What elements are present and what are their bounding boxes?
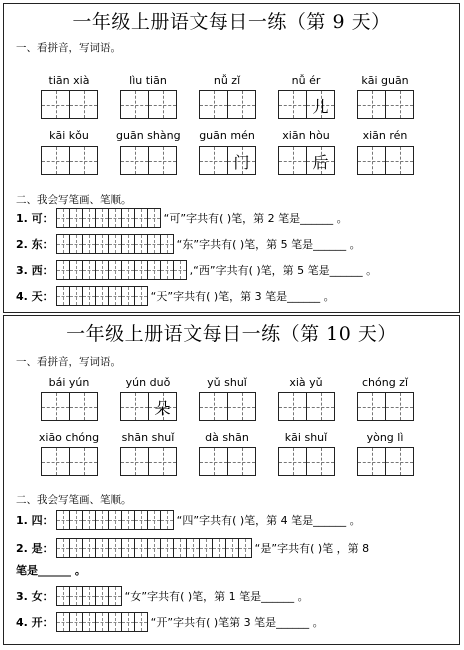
stroke-box[interactable] xyxy=(82,510,96,530)
writing-cell[interactable] xyxy=(385,392,414,421)
stroke-box[interactable] xyxy=(147,538,161,558)
stroke-box[interactable] xyxy=(69,234,83,254)
word-writing-grid xyxy=(278,146,334,175)
exercise-label: 4. 天： xyxy=(16,290,54,303)
given-character: 后 xyxy=(312,153,329,172)
stroke-exercise-row xyxy=(16,510,361,530)
writing-cell[interactable] xyxy=(357,146,386,175)
writing-cell[interactable] xyxy=(199,392,228,421)
stroke-box[interactable] xyxy=(147,208,161,228)
stroke-exercise-row xyxy=(16,286,335,306)
given-character: 朵 xyxy=(154,399,171,418)
stroke-box[interactable] xyxy=(160,510,174,530)
stroke-box[interactable] xyxy=(147,234,161,254)
word-writing-grid xyxy=(120,392,176,421)
exercise-question: “四”字共有( )笔，第 4 笔是______ 。 xyxy=(176,514,361,527)
writing-cell[interactable] xyxy=(41,146,70,175)
given-character: 儿 xyxy=(312,97,329,116)
stroke-box[interactable] xyxy=(238,538,252,558)
word-writing-grid xyxy=(120,447,176,476)
stroke-box[interactable] xyxy=(121,286,135,306)
pinyin-label: kāi shuǐ xyxy=(284,431,328,444)
word-writing-grid xyxy=(199,90,255,119)
stroke-box[interactable] xyxy=(108,208,122,228)
pinyin-label: tiān xià xyxy=(48,74,90,87)
writing-cell[interactable] xyxy=(41,392,70,421)
word-writing-grid xyxy=(199,447,255,476)
stroke-order-grid xyxy=(56,208,160,228)
stroke-box[interactable] xyxy=(69,586,83,606)
stroke-box[interactable] xyxy=(95,260,109,280)
section-pinyin-heading: 一、看拼音，写词语。 xyxy=(16,356,121,368)
writing-cell[interactable] xyxy=(69,392,98,421)
stroke-box[interactable] xyxy=(134,234,148,254)
stroke-box[interactable] xyxy=(95,538,109,558)
pinyin-label: guān mén xyxy=(199,129,255,142)
stroke-box[interactable] xyxy=(69,510,83,530)
worksheet-title: 一年级上册语文每日一练（第 10 天） xyxy=(66,323,397,345)
worksheet-day-9 xyxy=(3,3,460,313)
stroke-box[interactable] xyxy=(108,612,122,632)
writing-cell[interactable] xyxy=(385,90,414,119)
word-writing-grid xyxy=(357,392,413,421)
pinyin-label: chóng zǐ xyxy=(361,376,409,389)
writing-cell[interactable] xyxy=(199,146,228,175)
pinyin-label: xiān hòu xyxy=(282,129,330,142)
section-pinyin-heading: 一、看拼音，写词语。 xyxy=(16,42,121,54)
pinyin-label: yòng lì xyxy=(366,431,404,444)
stroke-box[interactable] xyxy=(82,586,96,606)
pinyin-label: shān shuǐ xyxy=(121,431,175,444)
word-writing-grid xyxy=(357,146,413,175)
pinyin-label: kāi guān xyxy=(361,74,409,87)
writing-cell[interactable] xyxy=(120,90,149,119)
writing-cell[interactable] xyxy=(148,447,177,476)
writing-cell[interactable] xyxy=(385,146,414,175)
section-stroke-heading: 二、我会写笔画、笔顺。 xyxy=(16,194,132,206)
writing-cell[interactable] xyxy=(227,447,256,476)
stroke-box[interactable] xyxy=(82,286,96,306)
stroke-box[interactable] xyxy=(56,286,70,306)
stroke-box[interactable] xyxy=(121,538,135,558)
section-stroke-heading: 二、我会写笔画、笔顺。 xyxy=(16,494,132,506)
stroke-box[interactable] xyxy=(134,612,148,632)
word-writing-grid xyxy=(41,90,97,119)
stroke-box[interactable] xyxy=(95,286,109,306)
writing-cell[interactable] xyxy=(120,146,149,175)
stroke-order-grid xyxy=(56,586,121,606)
word-writing-grid xyxy=(199,146,255,175)
exercise-label: 4. 开： xyxy=(16,616,54,629)
writing-cell[interactable] xyxy=(69,146,98,175)
stroke-box[interactable] xyxy=(56,208,70,228)
writing-cell[interactable] xyxy=(278,90,307,119)
exercise-label: 笔是______ 。 xyxy=(16,564,86,577)
stroke-box[interactable] xyxy=(56,612,70,632)
writing-cell[interactable] xyxy=(41,90,70,119)
stroke-box[interactable] xyxy=(147,260,161,280)
stroke-box[interactable] xyxy=(121,208,135,228)
exercise-label: 1. 可： xyxy=(16,212,54,225)
stroke-box[interactable] xyxy=(134,286,148,306)
stroke-box[interactable] xyxy=(173,260,187,280)
stroke-box[interactable] xyxy=(82,538,96,558)
writing-cell[interactable] xyxy=(199,447,228,476)
word-writing-grid xyxy=(41,392,97,421)
writing-cell[interactable] xyxy=(120,392,149,421)
writing-cell[interactable] xyxy=(278,392,307,421)
stroke-box[interactable] xyxy=(95,586,109,606)
stroke-box[interactable] xyxy=(69,208,83,228)
exercise-question: “开”字共有( )笔第 3 笔是______ 。 xyxy=(150,616,324,629)
stroke-box[interactable] xyxy=(56,586,70,606)
stroke-box[interactable] xyxy=(95,208,109,228)
writing-cell[interactable] xyxy=(199,90,228,119)
word-writing-grid xyxy=(199,392,255,421)
writing-cell[interactable] xyxy=(357,90,386,119)
writing-cell[interactable] xyxy=(306,146,335,175)
worksheet-title: 一年级上册语文每日一练（第 9 天） xyxy=(72,11,391,33)
stroke-order-grid xyxy=(56,538,251,558)
exercise-label: 2. 是： xyxy=(16,542,54,555)
stroke-box[interactable] xyxy=(160,260,174,280)
stroke-box[interactable] xyxy=(160,538,174,558)
writing-cell[interactable] xyxy=(357,392,386,421)
stroke-box[interactable] xyxy=(56,260,70,280)
writing-cell[interactable] xyxy=(306,392,335,421)
exercise-question: “女”字共有( )笔，第 1 笔是______ 。 xyxy=(124,590,309,603)
given-character: 门 xyxy=(233,153,250,172)
stroke-box[interactable] xyxy=(121,234,135,254)
writing-cell[interactable] xyxy=(306,90,335,119)
stroke-box[interactable] xyxy=(199,538,213,558)
stroke-box[interactable] xyxy=(134,260,148,280)
stroke-box[interactable] xyxy=(134,208,148,228)
stroke-box[interactable] xyxy=(147,510,161,530)
pinyin-label: xiāo chóng xyxy=(38,431,100,444)
stroke-box[interactable] xyxy=(56,510,70,530)
stroke-box[interactable] xyxy=(56,234,70,254)
word-writing-grid xyxy=(120,90,176,119)
stroke-exercise-row xyxy=(16,562,88,578)
stroke-box[interactable] xyxy=(121,612,135,632)
exercise-question: “东”字共有( )笔，第 5 笔是______ 。 xyxy=(176,238,361,251)
writing-cell[interactable] xyxy=(41,447,70,476)
stroke-box[interactable] xyxy=(212,538,226,558)
stroke-exercise-row xyxy=(16,208,348,228)
pinyin-label: bái yún xyxy=(48,376,90,389)
stroke-box[interactable] xyxy=(121,510,135,530)
stroke-box[interactable] xyxy=(82,260,96,280)
writing-cell[interactable] xyxy=(227,146,256,175)
writing-cell[interactable] xyxy=(69,447,98,476)
stroke-order-grid xyxy=(56,286,147,306)
stroke-box[interactable] xyxy=(69,612,83,632)
word-writing-grid xyxy=(278,392,334,421)
pinyin-label: yún duǒ xyxy=(125,376,171,389)
stroke-box[interactable] xyxy=(108,586,122,606)
writing-cell[interactable] xyxy=(227,392,256,421)
writing-cell[interactable] xyxy=(120,447,149,476)
exercise-label: 3. 女： xyxy=(16,590,54,603)
stroke-box[interactable] xyxy=(82,208,96,228)
stroke-box[interactable] xyxy=(134,538,148,558)
stroke-order-grid xyxy=(56,612,147,632)
writing-cell[interactable] xyxy=(148,90,177,119)
worksheet-day-10 xyxy=(3,315,460,645)
word-writing-grid xyxy=(41,146,97,175)
pinyin-label: yǔ shuǐ xyxy=(207,376,247,389)
stroke-box[interactable] xyxy=(225,538,239,558)
word-writing-grid xyxy=(278,447,334,476)
word-writing-grid xyxy=(357,447,413,476)
word-writing-grid xyxy=(120,146,176,175)
stroke-box[interactable] xyxy=(95,234,109,254)
stroke-exercise-row xyxy=(16,234,361,254)
exercise-label: 2. 东： xyxy=(16,238,54,251)
stroke-box[interactable] xyxy=(95,612,109,632)
stroke-box[interactable] xyxy=(108,510,122,530)
stroke-exercise-row xyxy=(16,260,377,280)
writing-cell[interactable] xyxy=(385,447,414,476)
exercise-question: “是”字共有( )笔 ，第 8 xyxy=(254,542,370,555)
stroke-exercise-row xyxy=(16,538,369,558)
pinyin-label: nǚ ér xyxy=(291,74,321,87)
stroke-box[interactable] xyxy=(69,286,83,306)
pinyin-label: guān shàng xyxy=(116,129,181,142)
stroke-box[interactable] xyxy=(69,260,83,280)
writing-cell[interactable] xyxy=(148,392,177,421)
exercise-label: 1. 四： xyxy=(16,514,54,527)
word-writing-grid xyxy=(278,90,334,119)
stroke-box[interactable] xyxy=(134,510,148,530)
stroke-order-grid xyxy=(56,234,173,254)
writing-cell[interactable] xyxy=(306,447,335,476)
stroke-box[interactable] xyxy=(82,612,96,632)
stroke-box[interactable] xyxy=(82,234,96,254)
word-writing-grid xyxy=(357,90,413,119)
pinyin-label: lìu tiān xyxy=(129,74,167,87)
writing-cell[interactable] xyxy=(357,447,386,476)
word-writing-grid xyxy=(41,447,97,476)
stroke-box[interactable] xyxy=(108,234,122,254)
pinyin-label: xiān rén xyxy=(362,129,408,142)
stroke-box[interactable] xyxy=(108,538,122,558)
writing-cell[interactable] xyxy=(69,90,98,119)
stroke-box[interactable] xyxy=(186,538,200,558)
writing-cell[interactable] xyxy=(278,447,307,476)
pinyin-label: kāi kǒu xyxy=(49,129,89,142)
stroke-box[interactable] xyxy=(56,538,70,558)
stroke-box[interactable] xyxy=(69,538,83,558)
stroke-box[interactable] xyxy=(108,260,122,280)
pinyin-label: nǚ zǐ xyxy=(213,74,241,87)
stroke-order-grid xyxy=(56,510,173,530)
stroke-box[interactable] xyxy=(160,234,174,254)
stroke-order-grid xyxy=(56,260,186,280)
stroke-exercise-row xyxy=(16,612,324,632)
exercise-label: 3. 西： xyxy=(16,264,54,277)
stroke-box[interactable] xyxy=(173,538,187,558)
writing-cell[interactable] xyxy=(227,90,256,119)
stroke-box[interactable] xyxy=(95,510,109,530)
stroke-exercise-row xyxy=(16,586,309,606)
pinyin-label: xià yǔ xyxy=(289,376,323,389)
exercise-question: “天”字共有( )笔，第 3 笔是______ 。 xyxy=(150,290,335,303)
pinyin-label: dà shān xyxy=(205,431,249,444)
exercise-question: ,“西”字共有( )笔，第 5 笔是______ 。 xyxy=(189,264,378,277)
writing-cell[interactable] xyxy=(148,146,177,175)
writing-cell[interactable] xyxy=(278,146,307,175)
stroke-box[interactable] xyxy=(121,260,135,280)
exercise-question: “可”字共有( )笔，第 2 笔是______ 。 xyxy=(163,212,348,225)
stroke-box[interactable] xyxy=(108,286,122,306)
